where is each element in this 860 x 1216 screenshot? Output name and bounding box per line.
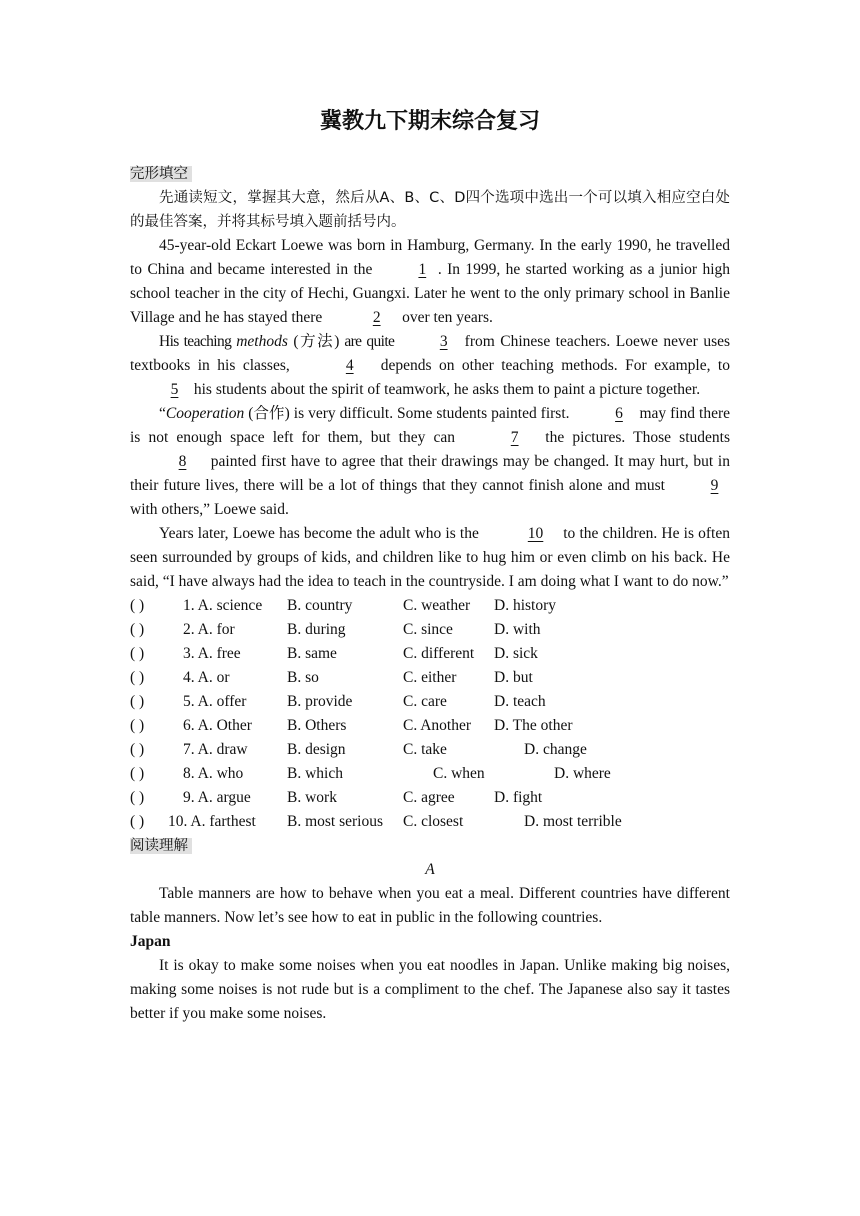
blank-3: 3 bbox=[439, 333, 448, 350]
option-row: ( ) 8. A. who B. which C. when D. where bbox=[130, 765, 611, 782]
option-row: ( ) 5. A. offer B. provide C. care D. teach bbox=[130, 693, 546, 710]
blank-9: 9 bbox=[710, 477, 719, 494]
blank-10: 10 bbox=[527, 525, 544, 542]
cloze-paragraph-3: “Cooperation (合作) is very difficult. Some students painted first. 6 may find there is not enough space left for them, but they can 7 the pictures. Those students 8 painted first have to agree that their drawings may be changed. It may hurt, but in their future lives, there will be a lot of things that they cannot finish alone and must 9 with others,” Loewe said. bbox=[130, 402, 730, 522]
option-row: ( ) 7. A. draw B. design C. take D. change bbox=[130, 741, 587, 758]
blank-8: 8 bbox=[178, 453, 187, 470]
blank-2: 2 bbox=[372, 309, 381, 326]
reading-intro: Table manners are how to behave when you eat a meal. Different countries have different table manners. Now let’s see how to eat in public in the following countries. bbox=[130, 885, 730, 926]
option-row: ( ) 1. A. science B. country C. weather D. history bbox=[130, 597, 556, 614]
blank-7: 7 bbox=[510, 429, 519, 446]
cloze-section-label: 完形填空 bbox=[130, 162, 730, 186]
cloze-options bbox=[130, 594, 730, 834]
document-body bbox=[130, 162, 730, 1026]
blank-5: 5 bbox=[170, 381, 179, 398]
blank-6: 6 bbox=[615, 405, 623, 422]
cloze-paragraph-4: Years later, Loewe has become the adult who is the 10 to the children. He is often seen surrounded by groups of kids, and children like to hug him or even climb on his back. He said, “I have always had the idea to teach in the countryside. I am doing what I want to do now.” bbox=[130, 522, 730, 594]
reading-section-label: 阅读理解 bbox=[130, 834, 730, 858]
option-row: ( ) 4. A. or B. so C. either D. but bbox=[130, 669, 533, 686]
option-row: ( ) 10. A. farthest B. most serious C. closest D. most terrible bbox=[130, 813, 622, 830]
reading-japan-text: It is okay to make some noises when you eat noodles in Japan. Unlike making big noises, making some noises is not rude but is a compliment to the chef. The Japanese also say it tastes better if you make some noises. bbox=[130, 957, 730, 1022]
option-row: ( ) 9. A. argue B. work C. agree D. fight bbox=[130, 789, 543, 806]
option-row: ( ) 6. A. Other B. Others C. Another D. The other bbox=[130, 717, 573, 734]
blank-4: 4 bbox=[345, 357, 354, 374]
blank-1: 1 bbox=[418, 261, 427, 278]
page-title: 冀教九下期末综合复习 bbox=[319, 108, 540, 134]
section-heading-japan: Japan bbox=[130, 933, 171, 950]
cloze-paragraph-1: 45-year-old Eckart Loewe was born in Hamburg, Germany. In the early 1990, he travelled to China and became interested in the 1 . In 1999, he started working as a junior high school teacher in the city of Hechi, Guangxi. Later he went to the only primary school in Banlie Village and he has stayed there 2 over ten years. bbox=[130, 234, 730, 330]
option-row: ( ) 2. A. for B. during C. since D. with bbox=[130, 621, 541, 638]
cloze-instructions: 先通读短文，掌握其大意，然后从A、B、C、D四个选项中选出一个可以填入相应空白处的最佳答案，并将其标号填入题前括号内。 bbox=[130, 190, 730, 230]
option-row: ( ) 3. A. free B. same C. different D. sick bbox=[130, 645, 538, 662]
cloze-paragraph-2: His teaching methods (方法) are quite 3 from Chinese teachers. Loewe never uses textbooks in his classes, 4 depends on other teaching methods. For example, to 5 his students about the spirit of teamwork, he asks them to paint a picture together. bbox=[130, 330, 730, 402]
passage-label: A bbox=[425, 861, 435, 878]
